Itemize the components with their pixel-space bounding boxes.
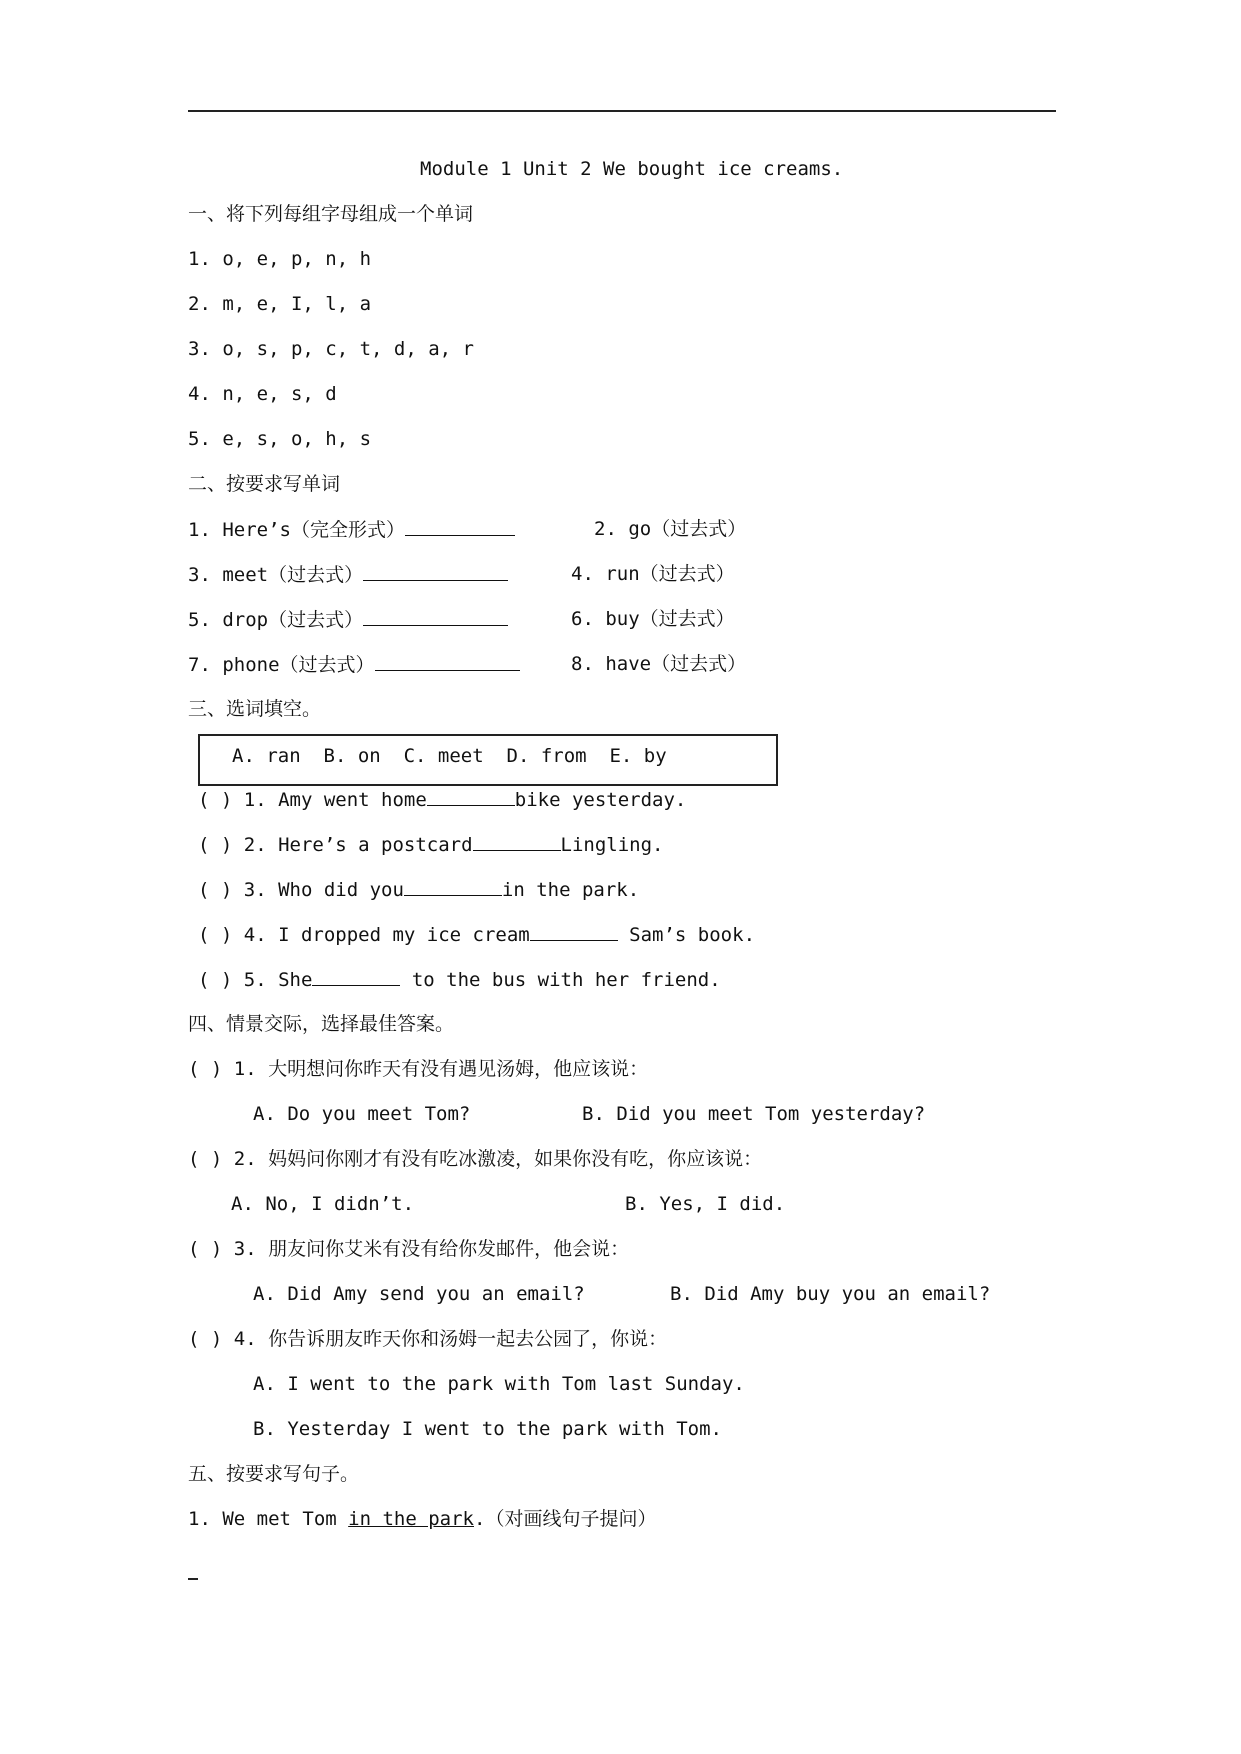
s3-q4-end: Sam’s book. [617, 924, 756, 946]
section-2-heading: 二、按要求写单词 [188, 473, 341, 495]
answer-blank[interactable] [363, 607, 508, 626]
s1-item-3: 3. o, s, p, c, t, d, a, r [188, 338, 474, 360]
s4-q3-option-b: B. Did Amy buy you an email? [670, 1283, 991, 1305]
s3-q5-start: ( ) 5. She [198, 969, 313, 991]
s5-q1-start: 1. We met Tom [188, 1508, 349, 1530]
s2-row-1-left [188, 517, 515, 542]
s2-item-2: 2. go（过去式） [594, 518, 747, 540]
s1-item-1: 1. o, e, p, n, h [188, 248, 372, 270]
s4-question-2: ( ) 2. 妈妈问你刚才有没有吃冰激凌，如果你没有吃，你应该说： [188, 1148, 763, 1170]
s2-item-7: 7. phone（过去式） [188, 654, 375, 676]
answer-line-start [188, 1578, 198, 1580]
s2-row-4-left [188, 652, 520, 677]
s2-item-1: 1. Here’s（完全形式） [188, 519, 405, 541]
s2-item-6: 6. buy（过去式） [571, 608, 735, 630]
s1-item-5: 5. e, s, o, h, s [188, 428, 372, 450]
underlined-phrase: in the park [348, 1508, 474, 1530]
section-4-heading: 四、情景交际，选择最佳答案。 [188, 1013, 455, 1035]
s4-q4-option-b: B. Yesterday I went to the park with Tom. [253, 1418, 722, 1440]
s3-q5-end: to the bus with her friend. [400, 969, 721, 991]
s4-q2-option-a: A. No, I didn’t. [231, 1193, 415, 1215]
header-rule [188, 110, 1056, 112]
word-bank-options: A. ran B. on C. meet D. from E. by [232, 745, 667, 767]
s5-q1-end: .（对画线句子提问） [474, 1508, 657, 1530]
answer-blank[interactable] [427, 787, 515, 806]
s4-question-1: ( ) 1. 大明想问你昨天有没有遇见汤姆，他应该说： [188, 1058, 649, 1080]
s3-q3-start: ( ) 3. Who did you [198, 879, 404, 901]
s3-q2-start: ( ) 2. Here’s a postcard [198, 834, 473, 856]
s1-item-2: 2. m, e, I, l, a [188, 293, 372, 315]
s4-question-3: ( ) 3. 朋友问你艾米有没有给你发邮件，他会说： [188, 1238, 630, 1260]
answer-blank[interactable] [312, 967, 400, 986]
s4-q1-option-b: B. Did you meet Tom yesterday? [582, 1103, 926, 1125]
answer-blank[interactable] [473, 832, 561, 851]
answer-blank[interactable] [404, 877, 502, 896]
s4-q3-option-a: A. Did Amy send you an email? [253, 1283, 585, 1305]
s4-q2-option-b: B. Yes, I did. [625, 1193, 786, 1215]
s4-q1-option-a: A. Do you meet Tom? [253, 1103, 471, 1125]
section-5-heading: 五、按要求写句子。 [188, 1463, 360, 1485]
answer-blank[interactable] [530, 922, 618, 941]
s4-q4-option-a: A. I went to the park with Tom last Sunday. [253, 1373, 745, 1395]
s3-question-2 [198, 832, 664, 857]
s3-q1-end: bike yesterday. [514, 789, 687, 811]
page-title: Module 1 Unit 2 We bought ice creams. [420, 158, 844, 180]
answer-blank[interactable] [405, 517, 515, 536]
answer-blank[interactable] [363, 562, 508, 581]
s3-q2-end: Lingling. [560, 834, 664, 856]
section-3-heading: 三、选词填空。 [188, 698, 322, 720]
s1-item-4: 4. n, e, s, d [188, 383, 337, 405]
s2-item-5: 5. drop（过去式） [188, 609, 364, 631]
s2-item-4: 4. run（过去式） [571, 563, 735, 585]
s2-row-2-left [188, 562, 508, 587]
s3-question-5 [198, 967, 721, 992]
s3-question-3 [198, 877, 639, 902]
s2-row-3-left [188, 607, 508, 632]
s4-question-4: ( ) 4. 你告诉朋友昨天你和汤姆一起去公园了，你说： [188, 1328, 668, 1350]
s3-question-1 [198, 787, 686, 812]
s2-item-3: 3. meet（过去式） [188, 564, 364, 586]
section-1-heading: 一、将下列每组字母组成一个单词 [188, 203, 474, 225]
s3-q3-end: in the park. [501, 879, 640, 901]
s3-q4-start: ( ) 4. I dropped my ice cream [198, 924, 530, 946]
s2-item-8: 8. have（过去式） [571, 653, 747, 675]
s3-question-4 [198, 922, 755, 947]
s3-q1-start: ( ) 1. Amy went home [198, 789, 427, 811]
s5-question-1 [188, 1507, 656, 1531]
answer-blank[interactable] [375, 652, 520, 671]
